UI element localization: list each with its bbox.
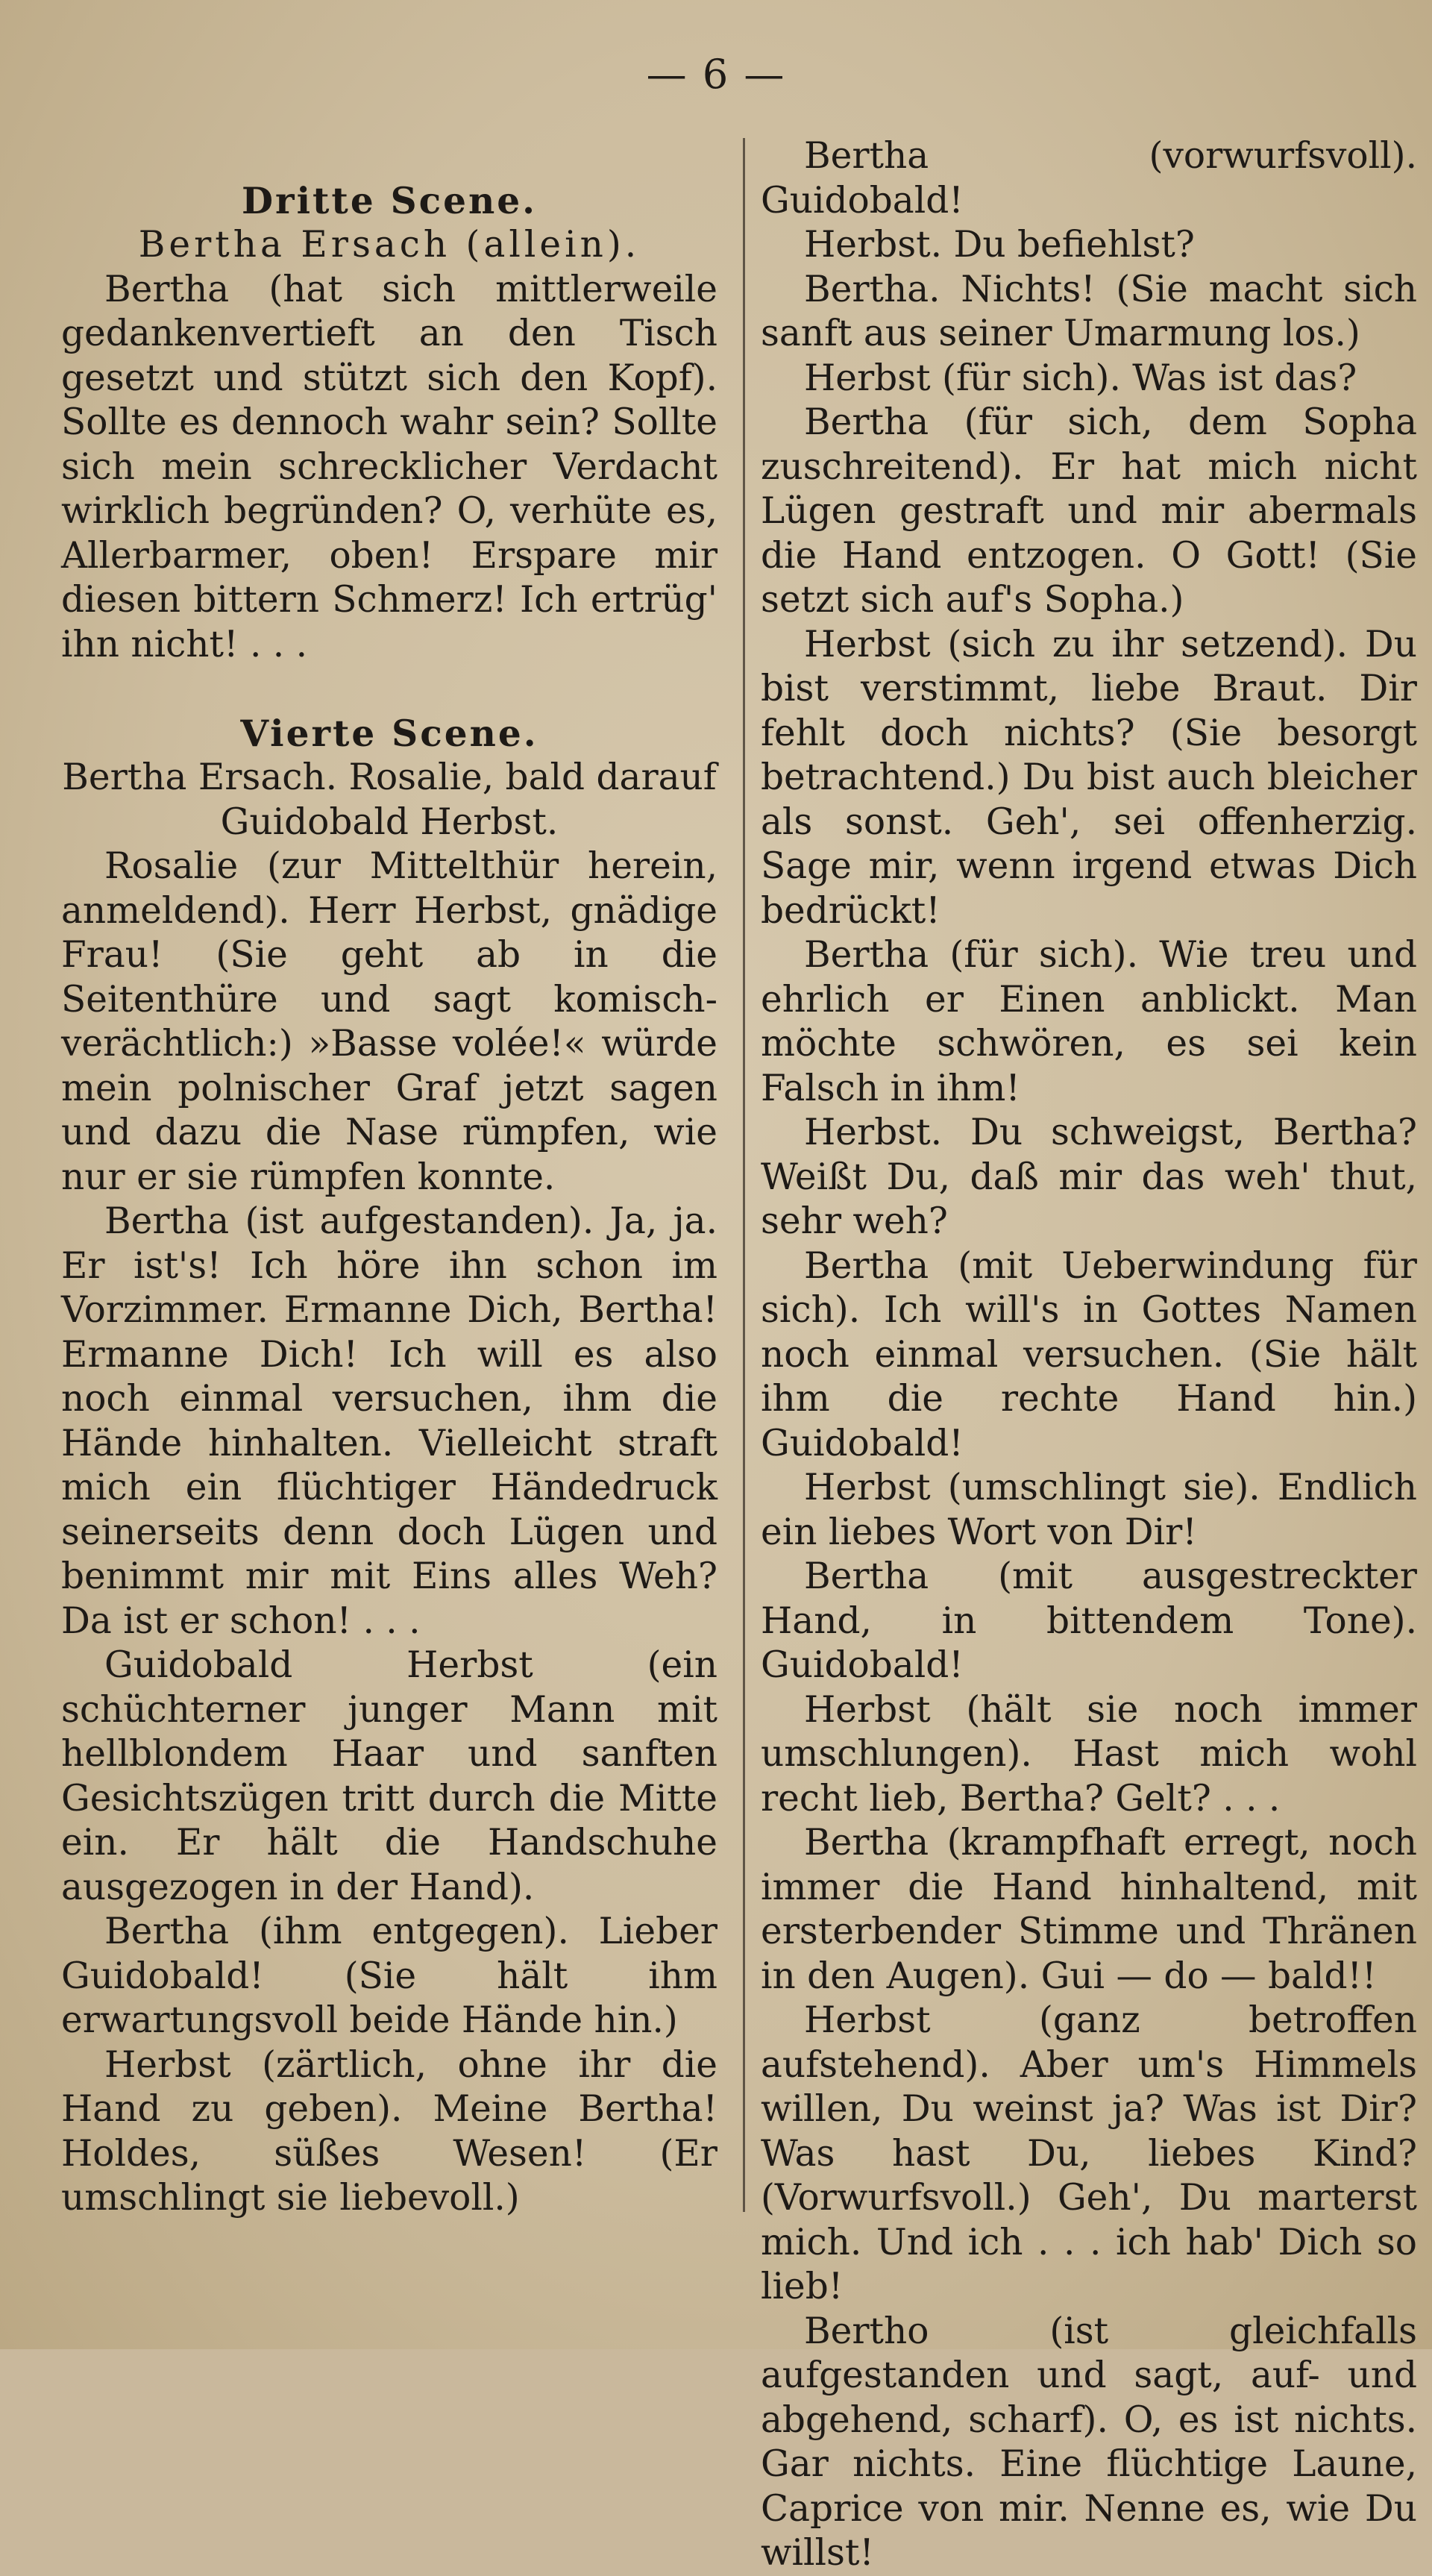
scene-heading: Dritte Scene. xyxy=(241,179,537,222)
left-column xyxy=(61,134,717,2221)
right-column xyxy=(761,134,1417,2576)
dialogue-paragraph: Herbst (für sich). Was ist das? xyxy=(804,357,1357,399)
dialogue-paragraph: Bertha (für sich). Wie treu und ehrlich er Einen anblickt. Man möchte schwören, es sei kein Falsch in ihm! xyxy=(761,934,1417,1109)
dialogue-paragraph: Herbst (umschlingt sie). Endlich ein liebes Wort von Dir! xyxy=(761,1467,1417,1553)
column-divider xyxy=(743,138,745,2212)
dialogue-paragraph: Bertha (ihm entgegen). Lieber Guidobald! (Sie hält ihm erwartungsvoll beide Hände hin.) xyxy=(61,1911,717,2041)
spacer xyxy=(61,134,717,179)
dialogue-paragraph: Guidobald Herbst (ein schüchterner junger Mann mit hellblondem Haar und sanften Gesichtszügen tritt durch die Mitte ein. Er hält die Handschuhe ausgezogen in der Hand). xyxy=(61,1644,717,1908)
dialogue-paragraph: Bertha (hat sich mittlerweile gedankenvertieft an den Tisch gesetzt und stützt sich den Kopf). Sollte es dennoch wahr sein? Sollte sich mein schrecklicher Verdacht wirklich begründen? O, verhüte es, Allerbarmer, oben! Erspare mir diesen bittern Schmerz! Ich ertrüg' ihn nicht! . . . xyxy=(61,268,717,665)
dialogue-paragraph: Bertha (mit ausgestreckter Hand, in bittendem Tone). Guidobald! xyxy=(761,1555,1417,1686)
dialogue-paragraph: Herbst (zärtlich, ohne ihr die Hand zu geben). Meine Bertha! Holdes, süßes Wesen! (Er umschlingt sie liebevoll.) xyxy=(61,2043,717,2219)
dialogue-paragraph: Bertha (mit Ueberwindung für sich). Ich will's in Gottes Namen noch einmal versuchen. (Sie hält ihm die rechte Hand hin.) Guidobald! xyxy=(761,1244,1417,1464)
scene-heading: Vierte Scene. xyxy=(240,712,538,755)
dialogue-paragraph: Bertho (ist gleichfalls aufgestanden und sagt, auf- und abgehend, scharf). O, es ist nichts. Gar nichts. Eine flüchtige Laune, Caprice von mir. Nenne es, wie Du willst! xyxy=(761,2310,1417,2574)
cast-line: Bertha Ersach. Rosalie, bald darauf Guidobald Herbst. xyxy=(62,756,717,843)
dialogue-paragraph: Bertha (für sich, dem Sopha zuschreitend). Er hat mich nicht Lügen gestraft und mir abermals die Hand entzogen. O Gott! (Sie setzt sich auf's Sopha.) xyxy=(761,401,1417,621)
dialogue-paragraph: Rosalie (zur Mittelthür herein, anmeldend). Herr Herbst, gnädige Frau! (Sie geht ab in die Seitenthüre und sagt komisch-verächtlich:) »Basse volée!« würde mein polnischer Graf jetzt sagen und dazu die Nase rümpfen, wie nur er sie rümpfen konnte. xyxy=(61,845,717,1198)
cast-line: Bertha Ersach (allein). xyxy=(138,224,641,266)
page-number: — 6 — xyxy=(646,51,786,98)
dialogue-paragraph: Bertha. Nichts! (Sie macht sich sanft aus seiner Umarmung los.) xyxy=(761,268,1417,354)
dialogue-paragraph: Herbst. Du schweigst, Bertha? Weißt Du, daß mir das weh' thut, sehr weh? xyxy=(761,1112,1417,1242)
dialogue-paragraph: Bertha (vorwurfsvoll). Guidobald! xyxy=(761,135,1417,222)
dialogue-paragraph: Herbst. Du befiehlst? xyxy=(804,224,1195,266)
dialogue-paragraph: Bertha (ist aufgestanden). Ja, ja. Er ist's! Ich höre ihn schon im Vorzimmer. Ermanne Dich, Bertha! Ermanne Dich! Ich will es also noch einmal versuchen, ihm die Hände hinhalten. Vielleicht straft mich ein flüchtiger Händedruck seinerseits denn doch Lügen und benimmt mir mit Eins alles Weh? Da ist er schon! . . . xyxy=(61,1200,717,1642)
dialogue-paragraph: Herbst (hält sie noch immer umschlungen). Hast mich wohl recht lieb, Bertha? Gelt? . . . xyxy=(761,1688,1417,1820)
dialogue-paragraph: Herbst (sich zu ihr setzend). Du bist verstimmt, liebe Braut. Dir fehlt doch nichts? (Sie besorgt betrachtend.) Du bist auch bleicher als sonst. Geh', sei offenherzig. Sage mir, wenn irgend etwas Dich bedrückt! xyxy=(761,623,1417,932)
dialogue-paragraph: Herbst (ganz betroffen aufstehend). Aber um's Himmels willen, Du weinst ja? Was ist Dir? Was hast Du, liebes Kind? (Vorwurfsvoll.) Geh', Du marterst mich. Und ich . . . ich hab' Dich so lieb! xyxy=(761,1999,1417,2307)
dialogue-paragraph: Bertha (krampfhaft erregt, noch immer die Hand hinhaltend, mit ersterbender Stimme und Thränen in den Augen). Gui — do — bald!! xyxy=(761,1822,1417,1997)
spacer xyxy=(61,667,717,712)
